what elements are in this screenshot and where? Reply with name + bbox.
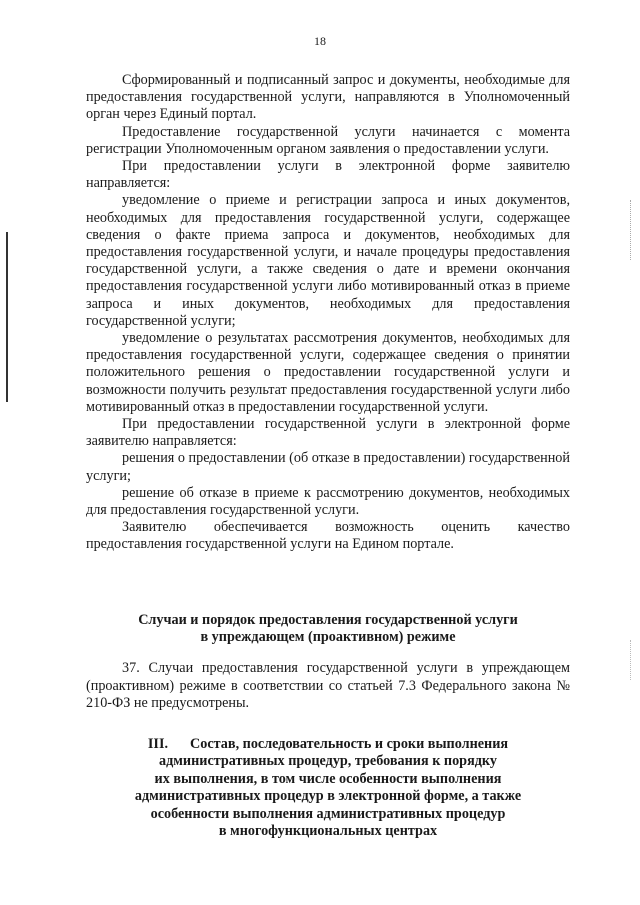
section-title-line: в многофункциональных центрах <box>218 823 438 840</box>
section-title <box>86 736 570 840</box>
section-title-line: административных процедур, требования к порядку <box>158 753 497 770</box>
scan-artifact <box>630 200 632 260</box>
paragraph: Заявителю обеспечивается возможность оценить качество предоставления государственной услуги на Едином портале. <box>86 519 570 553</box>
section-title-line: особенности выполнения административных процедур <box>150 805 506 822</box>
heading-line: Случаи и порядок предоставления государственной услуги <box>138 612 518 628</box>
paragraph: уведомление о приеме и регистрации запроса и иных документов, необходимых для предоставления государственной услуги, содержащее сведения о факте приема запроса и документов, необходимых для предоставления государственной услуги, и начале процедуры предоставления государственной услуги, а также сведения о дате и времени окончания предоставления государственной услуги либо мотивированный отказ в приеме запроса и иных документов, необходимых для предоставления государственной услуги; <box>86 192 570 329</box>
section-title-line: Состав, последовательность и сроки выполнения <box>190 736 509 752</box>
paragraph-37: 37. Случаи предоставления государственной услуги в упреждающем (проактивном) режиме в соответствии со статьей 7.3 Федерального закона № 210-ФЗ не предусмотрены. <box>86 660 570 711</box>
body-text <box>86 72 570 554</box>
section-title-line: административных процедур в электронной форме, а также <box>134 788 522 805</box>
paragraph: решения о предоставлении (об отказе в предоставлении) государственной услуги; <box>86 450 570 484</box>
section-number: III. <box>147 736 169 752</box>
paragraph: уведомление о результатах рассмотрения документов, необходимых для предоставления государственной услуги, содержащее сведения о принятии положительного решения о предоставлении государственной услуги и возможности получить результат предоставления государственной услуги либо мотивированный отказ в предоставлении государственной услуги. <box>86 330 570 415</box>
page-number: 18 <box>314 34 326 48</box>
paragraph: Предоставление государственной услуги начинается с момента регистрации Уполномоченным органом заявления о предоставлении услуги. <box>86 123 570 157</box>
scan-margin-mark <box>6 232 8 402</box>
paragraph: Сформированный и подписанный запрос и документы, необходимые для предоставления государственной услуги, направляются в Уполномоченный орган через Единый портал. <box>86 72 570 123</box>
subsection-heading <box>86 612 570 647</box>
paragraph: При предоставлении государственной услуги в электронной форме заявителю направляется: <box>86 416 570 450</box>
heading-line: в упреждающем (проактивном) режиме <box>200 629 456 646</box>
scan-artifact <box>630 640 632 680</box>
section-title-line: их выполнения, в том числе особенности выполнения <box>154 770 502 787</box>
paragraph: При предоставлении услуги в электронной форме заявителю направляется: <box>86 158 570 192</box>
paragraph: решение об отказе в приеме к рассмотрению документов, необходимых для предоставления государственной услуги. <box>86 484 570 519</box>
